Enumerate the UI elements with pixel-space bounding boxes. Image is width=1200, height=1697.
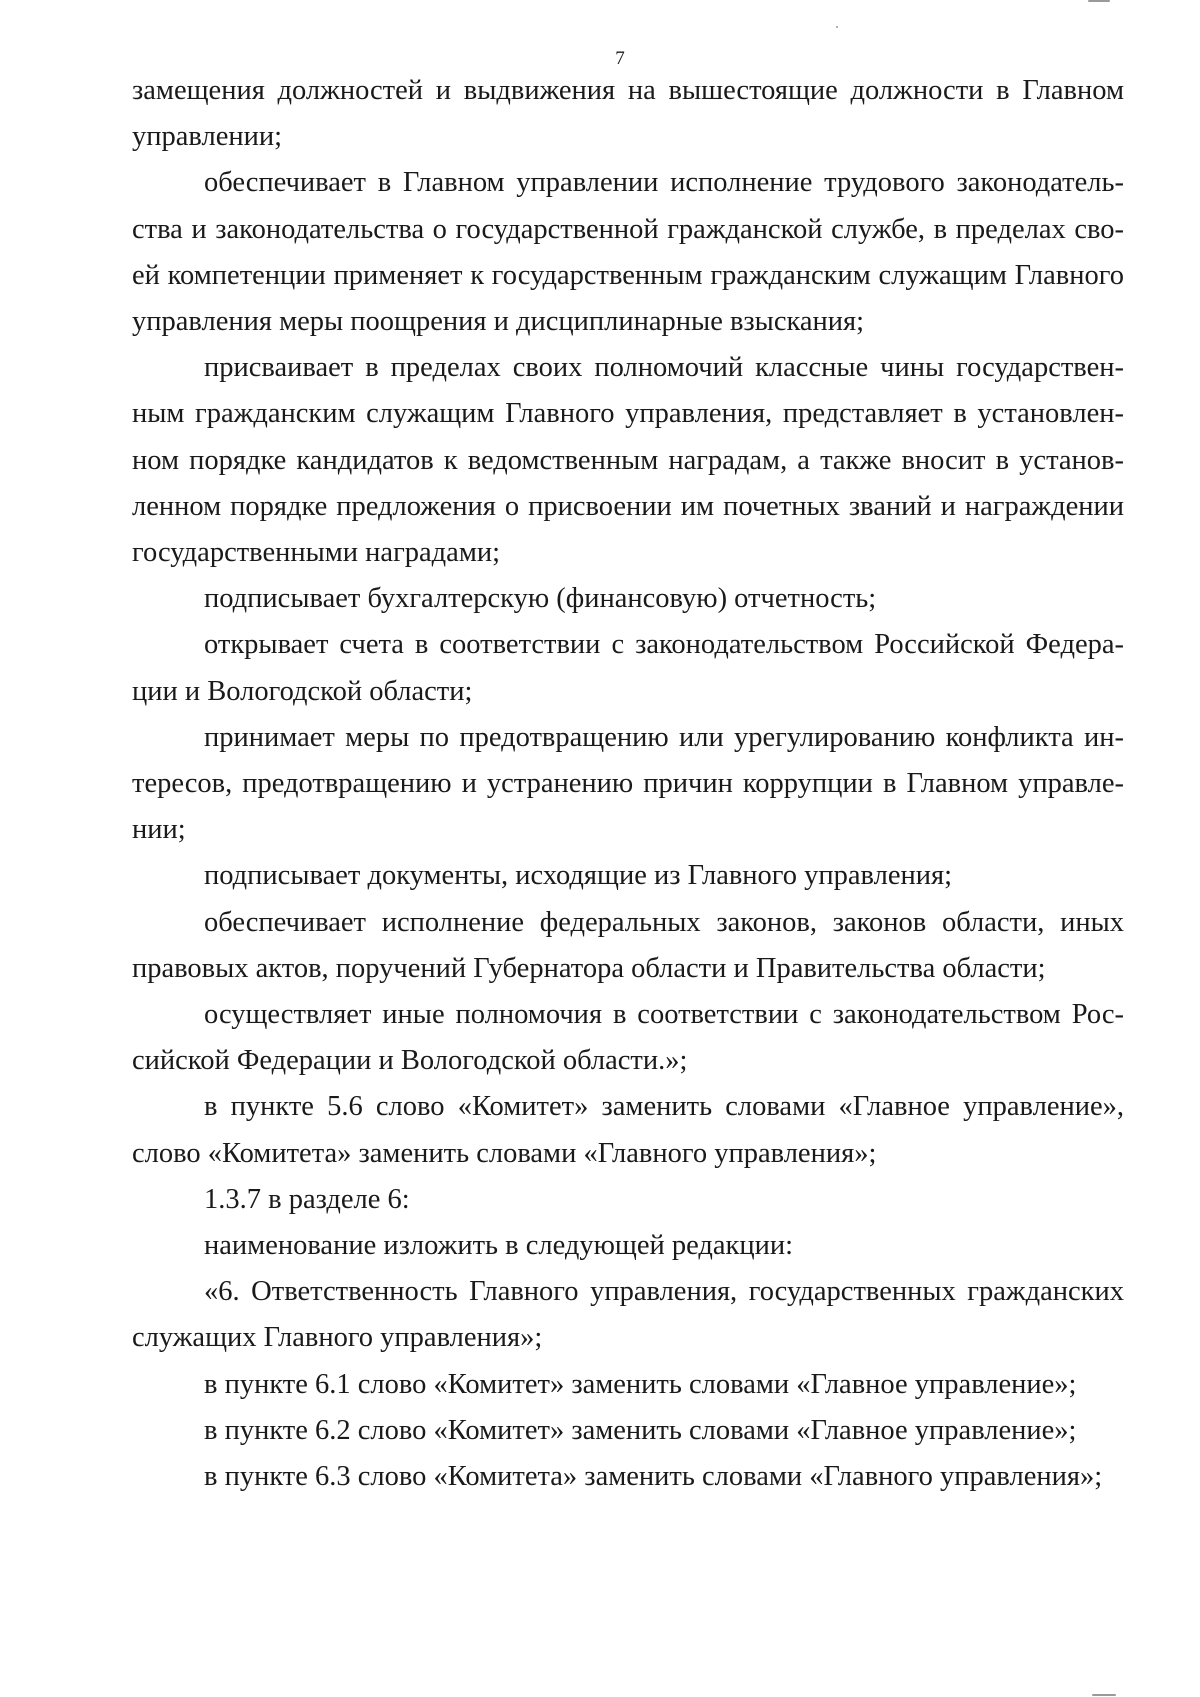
paragraph: «6. Ответственность Главного управления, государственных гражданских служащих Главного управления»; (132, 1276, 1124, 1354)
paragraph: в пункте 6.2 слово «Комитет» заменить словами «Главное управление»; (204, 1414, 1077, 1446)
paragraph: наименование изложить в следующей редакции: (204, 1230, 794, 1262)
paragraph: осуществляет иные полномочия в соответствии с законодательством Российской Федерации и Вологодской области.»; (132, 999, 1124, 1077)
paragraph: присваивает в пределах своих полномочий классные чины государственным гражданским служащим Главного управления, представляет в установленном порядке кандидатов к ведомственным наградам, а также вносит в установленном порядке предложения о присвоении им почетных званий и награждении государственными наградами; (132, 352, 1124, 569)
paragraph: обеспечивает в Главном управлении исполнение трудового законодательства и законодательства о государственной гражданской службе, в пределах своей компетенции применяет к государственным гражданским служащим Главного управления меры поощрения и дисциплинарные взыскания; (132, 167, 1124, 338)
paragraph: принимает меры по предотвращению или урегулированию конфликта интересов, предотвращению и устранению причин коррупции в Главном управлении; (132, 721, 1124, 846)
scan-artifact-dot (836, 26, 838, 28)
document-body (132, 68, 1124, 1500)
paragraph: подписывает документы, исходящие из Главного управления; (204, 860, 953, 892)
paragraph: в пункте 5.6 слово «Комитет» заменить словами «Главное управление», слово «Комитета» заменить словами «Главного управления»; (132, 1091, 1124, 1169)
paragraph: замещения должностей и выдвижения на вышестоящие должности в Главном управлении; (132, 75, 1124, 153)
paragraph: обеспечивает исполнение федеральных законов, законов области, иных правовых актов, поручений Губернатора области и Правительства области; (132, 906, 1124, 984)
page-number: 7 (615, 48, 625, 69)
paragraph: открывает счета в соответствии с законодательством Российской Федерации и Вологодской области; (132, 629, 1124, 707)
paragraph: 1.3.7 в разделе 6: (204, 1183, 410, 1215)
paragraph: подписывает бухгалтерскую (финансовую) отчетность; (204, 583, 877, 615)
paragraph: в пункте 6.3 слово «Комитета» заменить словами «Главного управления»; (204, 1461, 1103, 1493)
scan-artifact-bottom-right (1092, 1694, 1116, 1696)
scan-artifact-top-right (1088, 0, 1110, 2)
paragraph: в пункте 6.1 слово «Комитет» заменить словами «Главное управление»; (204, 1368, 1077, 1400)
